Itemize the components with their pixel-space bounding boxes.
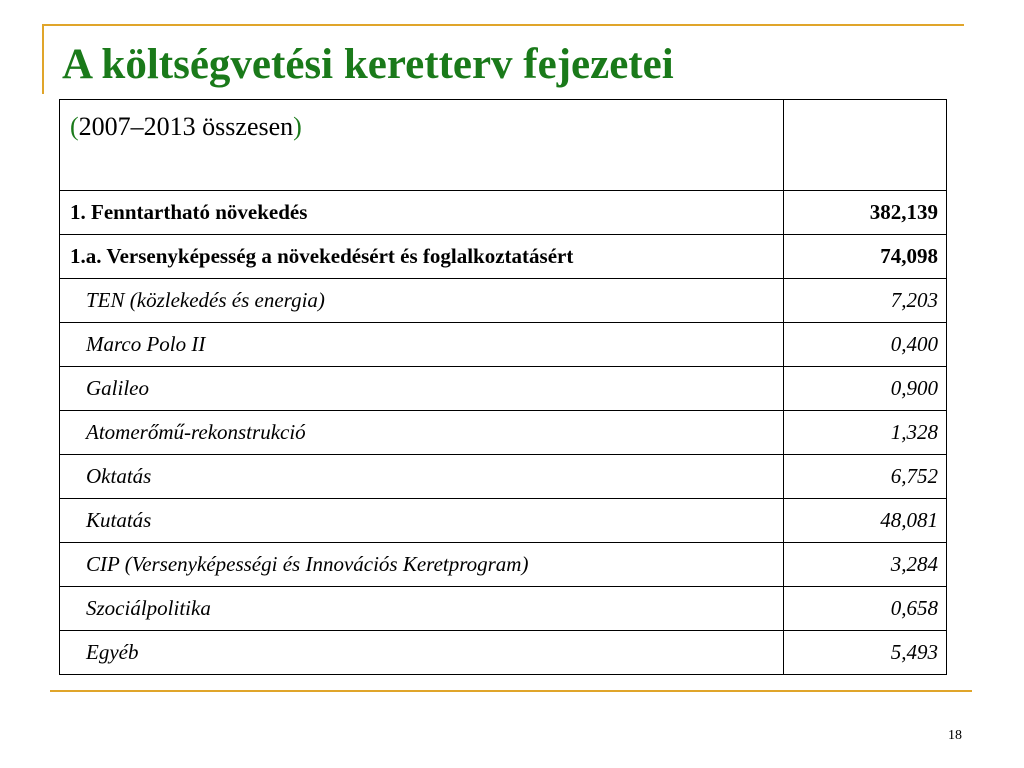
row-label: Oktatás bbox=[60, 455, 784, 499]
table-row bbox=[60, 411, 947, 455]
row-value: 0,658 bbox=[784, 587, 947, 631]
row-label: TEN (közlekedés és energia) bbox=[60, 279, 784, 323]
row-value: 0,400 bbox=[784, 323, 947, 367]
table-row bbox=[60, 279, 947, 323]
left-accent-line bbox=[42, 26, 44, 94]
header-period-cell bbox=[60, 100, 784, 191]
row-label: Szociálpolitika bbox=[60, 587, 784, 631]
bottom-accent-line bbox=[50, 690, 972, 692]
budget-table bbox=[59, 99, 947, 675]
page-number: 18 bbox=[948, 728, 962, 743]
row-value: 1,328 bbox=[784, 411, 947, 455]
table-row bbox=[60, 499, 947, 543]
table-row bbox=[60, 323, 947, 367]
table-row bbox=[60, 191, 947, 235]
table-row bbox=[60, 587, 947, 631]
row-value: 5,493 bbox=[784, 631, 947, 675]
table-row bbox=[60, 455, 947, 499]
period-label: 2007–2013 összesen bbox=[78, 112, 294, 141]
close-paren: ) bbox=[293, 112, 302, 141]
row-value: 3,284 bbox=[784, 543, 947, 587]
row-value: 48,081 bbox=[784, 499, 947, 543]
row-value: 0,900 bbox=[784, 367, 947, 411]
table-row bbox=[60, 367, 947, 411]
row-label: Marco Polo II bbox=[60, 323, 784, 367]
row-label: Atomerőmű-rekonstrukció bbox=[60, 411, 784, 455]
header-value-cell bbox=[784, 100, 947, 191]
row-label: 1. Fenntartható növekedés bbox=[60, 191, 784, 235]
table-row bbox=[60, 631, 947, 675]
table-header-row bbox=[60, 100, 947, 191]
row-value: 74,098 bbox=[784, 235, 947, 279]
slide-title: A költségvetési keretterv fejezetei bbox=[62, 41, 674, 88]
top-accent-line bbox=[42, 24, 964, 26]
table-row bbox=[60, 235, 947, 279]
row-value: 382,139 bbox=[784, 191, 947, 235]
row-label: 1.a. Versenyképesség a növekedésért és foglalkoztatásért bbox=[60, 235, 784, 279]
row-value: 6,752 bbox=[784, 455, 947, 499]
row-value: 7,203 bbox=[784, 279, 947, 323]
row-label: Galileo bbox=[60, 367, 784, 411]
row-label: Egyéb bbox=[60, 631, 784, 675]
open-paren: ( bbox=[70, 112, 79, 141]
table-row bbox=[60, 543, 947, 587]
row-label: Kutatás bbox=[60, 499, 784, 543]
row-label: CIP (Versenyképességi és Innovációs Keretprogram) bbox=[60, 543, 784, 587]
